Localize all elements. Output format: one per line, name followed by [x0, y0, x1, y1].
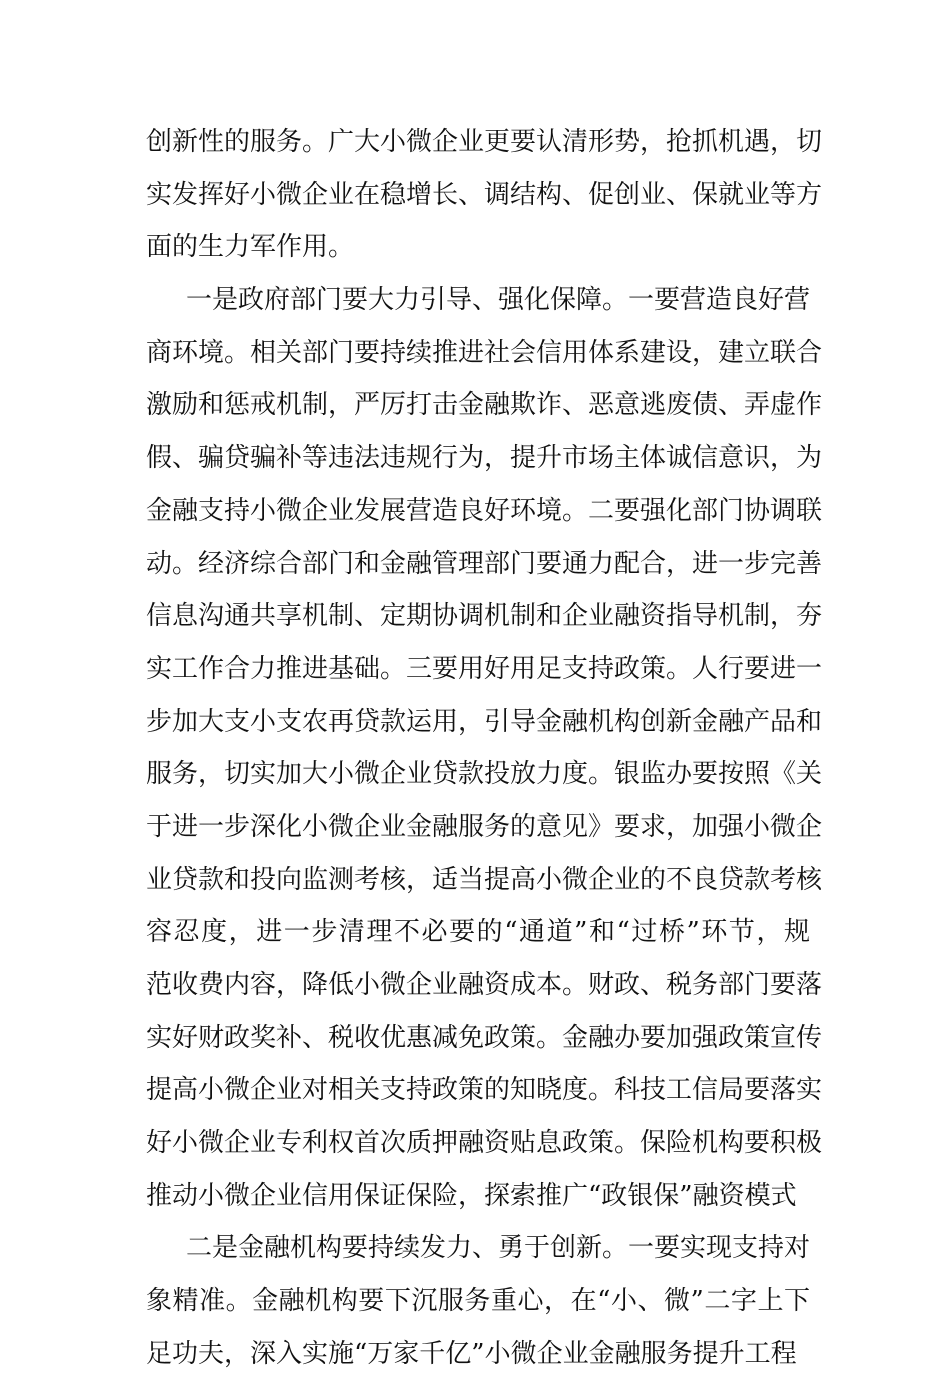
- text-line: 好小微企业专利权首次质押融资贴息政策。保险机构要积极: [146, 1128, 823, 1159]
- paragraph-start-line: 二是金融机构要持续发力、勇于创新。一要实现支持对: [186, 1233, 811, 1264]
- text-line: 于进一步深化小微企业金融服务的意见》要求，加强小微企: [146, 811, 823, 842]
- text-line: 提高小微企业对相关支持政策的知晓度。科技工信局要落实: [146, 1075, 823, 1106]
- document-body: [146, 116, 823, 1381]
- text-line: 服务，切实加大小微企业贷款投放力度。银监办要按照《关: [146, 759, 823, 790]
- text-line: 面的生力军作用。: [146, 232, 355, 263]
- text-line: 假、骗贷骗补等违法违规行为，提升市场主体诚信意识，为: [146, 443, 823, 474]
- text-line: 推动小微企业信用保证保险，探索推广“政银保”融资模式: [146, 1180, 797, 1211]
- text-line: 信息沟通共享机制、定期协调机制和企业融资指导机制，夯: [146, 601, 823, 632]
- text-line: 动。经济综合部门和金融管理部门要通力配合，进一步完善: [146, 548, 823, 579]
- paragraph-start-line: 一是政府部门要大力引导、强化保障。一要营造良好营: [186, 285, 811, 316]
- text-line: 象精准。金融机构要下沉服务重心，在“小、微”二字上下: [146, 1286, 810, 1317]
- text-line: 金融支持小微企业发展营造良好环境。二要强化部门协调联: [146, 495, 823, 526]
- text-line: 容忍度，进一步清理不必要的“通道”和“过桥”环节，规: [146, 917, 810, 948]
- text-line: 步加大支小支农再贷款运用，引导金融机构创新金融产品和: [146, 706, 823, 737]
- text-line: 商环境。相关部门要持续推进社会信用体系建设，建立联合: [146, 337, 823, 368]
- text-line: 激励和惩戒机制，严厉打击金融欺诈、恶意逃废债、弄虚作: [146, 390, 823, 421]
- text-line: 实好财政奖补、税收优惠减免政策。金融办要加强政策宣传: [146, 1022, 823, 1053]
- text-line: 范收费内容，降低小微企业融资成本。财政、税务部门要落: [146, 970, 823, 1000]
- text-line: 创新性的服务。广大小微企业更要认清形势，抢抓机遇，切: [146, 127, 823, 157]
- text-line: 实工作合力推进基础。三要用好用足支持政策。人行要进一: [146, 653, 823, 684]
- text-line: 业贷款和投向监测考核，适当提高小微企业的不良贷款考核: [146, 864, 823, 895]
- text-line: 足功夫，深入实施“万家千亿”小微企业金融服务提升工程: [146, 1338, 797, 1369]
- text-line: 实发挥好小微企业在稳增长、调结构、促创业、保就业等方: [146, 179, 823, 210]
